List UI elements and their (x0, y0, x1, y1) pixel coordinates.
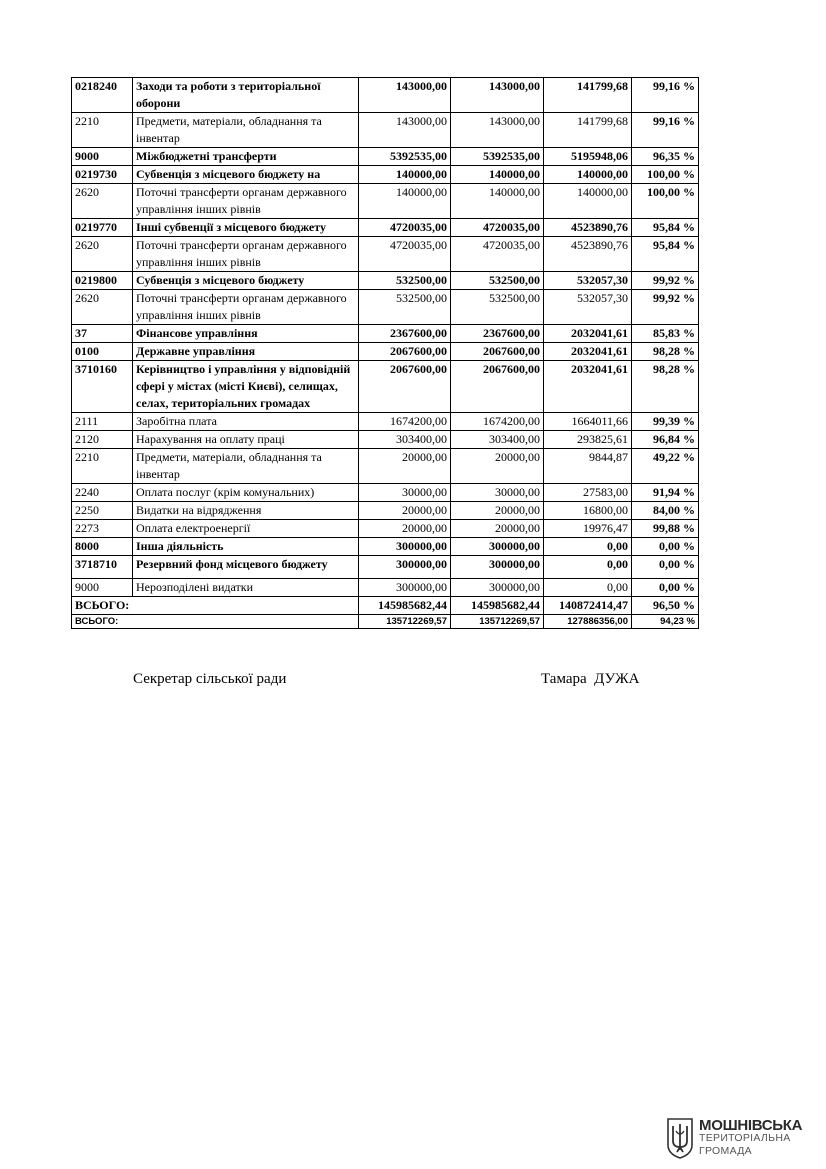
row-plan-period: 532500,00 (451, 272, 544, 290)
row-plan-year: 140000,00 (359, 166, 451, 184)
row-percent: 85,83 % (632, 325, 699, 343)
table-row (72, 343, 699, 361)
row-code: 3710160 (72, 361, 133, 413)
row-plan-period: 2067600,00 (451, 343, 544, 361)
table-row (72, 579, 699, 597)
row-percent: 99,88 % (632, 520, 699, 538)
row-plan-period: 300000,00 (451, 556, 544, 579)
row-plan-year: 143000,00 (359, 78, 451, 113)
table-row (72, 484, 699, 502)
row-plan-period: 20000,00 (451, 520, 544, 538)
row-percent: 84,00 % (632, 502, 699, 520)
signature-position: Секретар сільської ради (133, 671, 287, 687)
row-plan-period: 300000,00 (451, 538, 544, 556)
row-code: 2620 (72, 184, 133, 219)
row-name: Предмети, матеріали, обладнання та інвентар (133, 449, 359, 484)
row-name: Керівництво і управління у відповідній сфері у містах (місті Києві), селищах, селах, територіальних громадах (133, 361, 359, 413)
row-executed: 5195948,06 (544, 148, 632, 166)
row-executed: 4523890,76 (544, 237, 632, 272)
row-percent: 96,84 % (632, 431, 699, 449)
row-code: 2620 (72, 237, 133, 272)
row-name: Поточні трансферти органам державного управління інших рівнів (133, 184, 359, 219)
row-executed: 0,00 (544, 579, 632, 597)
row-plan-year: 20000,00 (359, 449, 451, 484)
row-plan-period: 300000,00 (451, 579, 544, 597)
row-code: 0218240 (72, 78, 133, 113)
row-plan-year: 20000,00 (359, 520, 451, 538)
row-percent: 49,22 % (632, 449, 699, 484)
row-percent: 99,16 % (632, 78, 699, 113)
row-plan-period: 143000,00 (451, 113, 544, 148)
row-code: 37 (72, 325, 133, 343)
row-plan-period: 30000,00 (451, 484, 544, 502)
row-executed: 140000,00 (544, 184, 632, 219)
row-plan-year: 2067600,00 (359, 361, 451, 413)
logo-line-2: ТЕРИТОРІАЛЬНА (699, 1131, 791, 1144)
row-plan-period: 5392535,00 (451, 148, 544, 166)
row-plan-period: 4720035,00 (451, 219, 544, 237)
total-alt-plan-year: 135712269,57 (359, 615, 451, 629)
row-plan-year: 30000,00 (359, 484, 451, 502)
row-code: 9000 (72, 148, 133, 166)
logo-line-3: ГРОМАДА (699, 1144, 752, 1157)
row-name: Резервний фонд місцевого бюджету (133, 556, 359, 579)
row-code: 2120 (72, 431, 133, 449)
row-name: Видатки на відрядження (133, 502, 359, 520)
row-executed: 2032041,61 (544, 343, 632, 361)
row-code: 0219770 (72, 219, 133, 237)
row-plan-period: 140000,00 (451, 166, 544, 184)
table-row (72, 325, 699, 343)
row-plan-year: 4720035,00 (359, 237, 451, 272)
row-code: 3718710 (72, 556, 133, 579)
table-row (72, 431, 699, 449)
row-percent: 98,28 % (632, 343, 699, 361)
table-body (72, 78, 699, 597)
row-plan-period: 4720035,00 (451, 237, 544, 272)
total-label: ВСЬОГО: (72, 597, 359, 615)
row-executed: 27583,00 (544, 484, 632, 502)
budget-execution-table (71, 77, 699, 629)
table-row (72, 520, 699, 538)
row-name: Інша діяльність (133, 538, 359, 556)
row-name: Нарахування на оплату праці (133, 431, 359, 449)
table-row (72, 556, 699, 579)
table-row (72, 219, 699, 237)
table-row (72, 502, 699, 520)
total-alt-row (72, 615, 699, 629)
total-alt-plan-period: 135712269,57 (451, 615, 544, 629)
community-logo (667, 1113, 817, 1163)
row-plan-year: 2367600,00 (359, 325, 451, 343)
row-name: Державне управління (133, 343, 359, 361)
row-code: 0219730 (72, 166, 133, 184)
row-name: Поточні трансферти органам державного управління інших рівнів (133, 237, 359, 272)
table-row (72, 413, 699, 431)
row-plan-period: 1674200,00 (451, 413, 544, 431)
row-percent: 99,92 % (632, 272, 699, 290)
total-percent: 96,50 % (632, 597, 699, 615)
row-executed: 532057,30 (544, 272, 632, 290)
table-row (72, 113, 699, 148)
total-executed: 140872414,47 (544, 597, 632, 615)
row-percent: 95,84 % (632, 237, 699, 272)
row-plan-period: 140000,00 (451, 184, 544, 219)
row-plan-year: 300000,00 (359, 556, 451, 579)
row-percent: 99,39 % (632, 413, 699, 431)
row-code: 2210 (72, 449, 133, 484)
row-plan-year: 532500,00 (359, 272, 451, 290)
row-plan-year: 300000,00 (359, 538, 451, 556)
row-executed: 293825,61 (544, 431, 632, 449)
row-plan-period: 20000,00 (451, 449, 544, 484)
row-name: Субвенція з місцевого бюджету (133, 272, 359, 290)
table-row (72, 148, 699, 166)
row-executed: 141799,68 (544, 113, 632, 148)
row-executed: 16800,00 (544, 502, 632, 520)
row-plan-year: 140000,00 (359, 184, 451, 219)
row-executed: 0,00 (544, 556, 632, 579)
table-row (72, 272, 699, 290)
row-executed: 1664011,66 (544, 413, 632, 431)
table-row (72, 237, 699, 272)
row-plan-period: 143000,00 (451, 78, 544, 113)
row-code: 0100 (72, 343, 133, 361)
logo-text (699, 1116, 803, 1158)
row-percent: 95,84 % (632, 219, 699, 237)
row-plan-period: 2367600,00 (451, 325, 544, 343)
row-percent: 96,35 % (632, 148, 699, 166)
row-percent: 0,00 % (632, 538, 699, 556)
row-plan-period: 20000,00 (451, 502, 544, 520)
row-code: 0219800 (72, 272, 133, 290)
row-plan-year: 532500,00 (359, 290, 451, 325)
row-plan-year: 1674200,00 (359, 413, 451, 431)
row-percent: 100,00 % (632, 184, 699, 219)
row-plan-year: 2067600,00 (359, 343, 451, 361)
row-name: Предмети, матеріали, обладнання та інвентар (133, 113, 359, 148)
table-row (72, 290, 699, 325)
row-plan-year: 303400,00 (359, 431, 451, 449)
row-executed: 2032041,61 (544, 361, 632, 413)
row-percent: 100,00 % (632, 166, 699, 184)
row-name: Заходи та роботи з територіальної оборони (133, 78, 359, 113)
signature-name: Тамара ДУЖА (541, 671, 640, 687)
total-alt-executed: 127886356,00 (544, 615, 632, 629)
row-name: Інші субвенції з місцевого бюджету (133, 219, 359, 237)
table-row (72, 78, 699, 113)
row-plan-period: 532500,00 (451, 290, 544, 325)
row-code: 2210 (72, 113, 133, 148)
row-plan-period: 303400,00 (451, 431, 544, 449)
table-row (72, 361, 699, 413)
logo-line-1: МОШНІВСЬКА (699, 1116, 803, 1134)
row-executed: 141799,68 (544, 78, 632, 113)
table-row (72, 184, 699, 219)
row-percent: 98,28 % (632, 361, 699, 413)
row-executed: 2032041,61 (544, 325, 632, 343)
row-code: 2111 (72, 413, 133, 431)
row-name: Субвенція з місцевого бюджету на (133, 166, 359, 184)
total-alt-percent: 94,23 % (632, 615, 699, 629)
table-row (72, 449, 699, 484)
row-executed: 0,00 (544, 538, 632, 556)
row-executed: 140000,00 (544, 166, 632, 184)
row-percent: 99,16 % (632, 113, 699, 148)
row-code: 9000 (72, 579, 133, 597)
row-percent: 99,92 % (632, 290, 699, 325)
row-name: Фінансове управління (133, 325, 359, 343)
row-code: 8000 (72, 538, 133, 556)
total-alt-label: ВСЬОГО: (72, 615, 359, 629)
row-plan-period: 2067600,00 (451, 361, 544, 413)
row-percent: 0,00 % (632, 556, 699, 579)
row-name: Оплата електроенергії (133, 520, 359, 538)
total-row (72, 597, 699, 615)
row-code: 2620 (72, 290, 133, 325)
total-plan-period: 145985682,44 (451, 597, 544, 615)
row-executed: 19976,47 (544, 520, 632, 538)
row-code: 2250 (72, 502, 133, 520)
row-name: Заробітна плата (133, 413, 359, 431)
row-name: Міжбюджетні трансферти (133, 148, 359, 166)
row-name: Оплата послуг (крім комунальних) (133, 484, 359, 502)
table-row (72, 166, 699, 184)
row-plan-year: 20000,00 (359, 502, 451, 520)
row-name: Поточні трансферти органам державного управління інших рівнів (133, 290, 359, 325)
row-name: Нерозподілені видатки (133, 579, 359, 597)
row-plan-year: 5392535,00 (359, 148, 451, 166)
row-plan-year: 4720035,00 (359, 219, 451, 237)
row-plan-year: 300000,00 (359, 579, 451, 597)
row-code: 2273 (72, 520, 133, 538)
row-percent: 0,00 % (632, 579, 699, 597)
row-percent: 91,94 % (632, 484, 699, 502)
row-plan-year: 143000,00 (359, 113, 451, 148)
row-executed: 9844,87 (544, 449, 632, 484)
row-code: 2240 (72, 484, 133, 502)
table-row (72, 538, 699, 556)
row-executed: 4523890,76 (544, 219, 632, 237)
total-plan-year: 145985682,44 (359, 597, 451, 615)
row-executed: 532057,30 (544, 290, 632, 325)
trident-coat-of-arms-icon (667, 1117, 693, 1159)
